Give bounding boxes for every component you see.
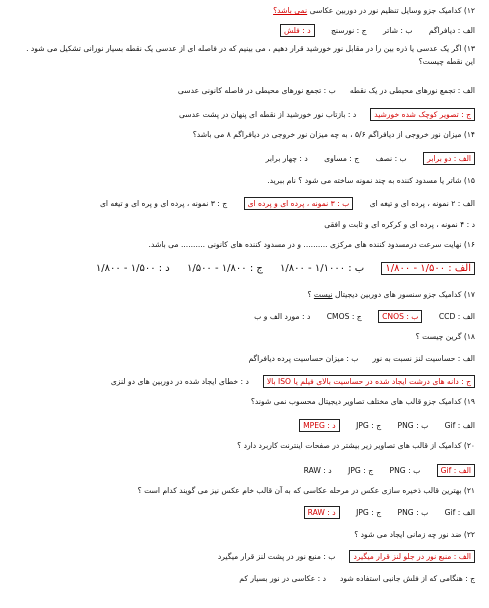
answer-box: الف : Gif (437, 464, 475, 477)
answer-box: الف : منبع نور در جلو لنز قرار میگیرد (349, 550, 475, 563)
question-12-options: الف : دیافراگم ب : شاتر ج : نورسنج د : فلش (8, 24, 475, 37)
question-13: ۱۳) اگر یک عدسی یا ذره بین را در مقابل نور خورشید قرار دهیم ، می بینیم که در فاصله ای از عدسی یک نقطه بسیار نورانی تشکیل می شود . (26, 44, 475, 53)
answer-box: الف : دو برابر (423, 152, 475, 165)
question-15-options-2: د : ۴ نمونه ، پرده ای و کرکره ای و ثابت و افقی (324, 220, 475, 229)
question-22-options-2: ج : هنگامی که از فلش جانبی استفاده شودد : عکاسی در نور بسیار کم (239, 574, 475, 583)
question-13-options-1: الف : تجمع نورهای محیطی در یک نقطهب : تجمع نورهای محیطی در فاصله کانونی عدسی (177, 86, 475, 95)
question-20-options: الف : Gif ب : PNG ج : JPG د : RAW (8, 464, 475, 477)
question-19-options: الف : Gif ب : PNG ج : JPG د : MPEG (8, 419, 475, 432)
question-21: ۲۱) بهترین قالب ذخیره سازی عکس در مرحله عکاسی که به آن قالب خام عکس نیز می گویند کدام است ؟ (137, 486, 475, 495)
question-22: ۲۲) ضد نور چه زمانی ایجاد می شود ؟ (354, 530, 475, 539)
question-12: ۱۲) کدامیک جزو وسایل تنظیم نور در دوربین عکاسی نمی باشد؟ (273, 6, 475, 15)
answer-box: ب : ۳ نمونه ، پرده ای و پرده ای (244, 197, 354, 210)
question-15-options-1: الف : ۲ نمونه ، پرده ای و تیغه ای ب : ۳ نمونه ، پرده ای و پرده ای ج : ۳ نمونه ، پرده ای و پره ای و تیغه ای (99, 199, 475, 208)
question-17: ۱۷) کدامیک جزو سنسور های دوربین دیجیتال نیست ؟ (307, 290, 475, 299)
question-14-options: الف : دو برابر ب : نصف ج : مساوی د : چهار برابر (8, 152, 475, 165)
answer-box: د : فلش (280, 24, 315, 37)
question-16-options: الف : ۱/۵۰۰ - ۱/۸۰۰ ب : ۱/۱۰۰۰ - ۱/۸۰۰ ج : ۱/۸۰۰ - ۱/۵۰۰ د : ۱/۵۰۰ - ۱/۸۰۰ (8, 262, 475, 275)
question-18-options-2: ج : دانه های درشت ایجاد شده در حساسیت بالای فیلم یا ISO بالاد : خطای ایجاد شده در دوربین های دو لنزی (8, 375, 475, 388)
question-14: ۱۴) میزان نور خروجی از دیافراگم ۵/۶ ، به چه میزان نور خروجی در دیافراگم ۸ می باشد؟ (192, 130, 475, 139)
answer-box: د : MPEG (299, 419, 340, 432)
question-18-options-1: الف : حساسیت لنز نسبت به نورب : میزان حساسیت پرده دیافراگم (248, 354, 475, 363)
question-16: ۱۶) نهایت سرعت درمسدود کننده های مرکزی .......... و در مسدود کننده های کانونی .......... می باشد. (148, 240, 475, 249)
answer-box: ج : تصویر کوچک شده خورشید (370, 108, 475, 121)
answer-box: الف : ۱/۵۰۰ - ۱/۸۰۰ (381, 262, 475, 275)
question-22-options-1: الف : منبع نور در جلو لنز قرار میگیردب : منبع نور در پشت لنز قرار میگیرد (8, 550, 475, 563)
question-17-options: الف : CCD ب : CNOS ج : CMOS د : مورد الف و ب (254, 312, 475, 321)
answer-box: ج : دانه های درشت ایجاد شده در حساسیت بالای فیلم یا ISO بالا (263, 375, 475, 388)
question-20: ۲۰) کدامیک از قالب های تصاویر زیر بیشتر در صفحات اینترنت کاربرد دارد ؟ (237, 441, 475, 450)
answer-box: د : RAW (304, 506, 340, 519)
answer-box: ب : CNOS (378, 310, 422, 323)
question-19: ۱۹) کدامیک جزو قالب های مختلف تصاویر دیجیتال محسوب نمی شوند؟ (250, 397, 475, 406)
question-18: ۱۸) گرین چیست ؟ (415, 332, 475, 341)
question-13-options-2: ج : تصویر کوچک شده خورشیدد : بازتاب نور خورشید از نقطه ای پنهان در پشت عدسی (8, 108, 475, 121)
question-13-line2: این نقطه چیست؟ (418, 57, 475, 66)
question-15: ۱۵) شاتر یا مسدود کننده به چند نمونه ساخته می شود ؟ نام ببرید. (267, 176, 475, 185)
question-21-options: الف : Gif ب : PNG ج : JPG د : RAW (8, 506, 475, 519)
